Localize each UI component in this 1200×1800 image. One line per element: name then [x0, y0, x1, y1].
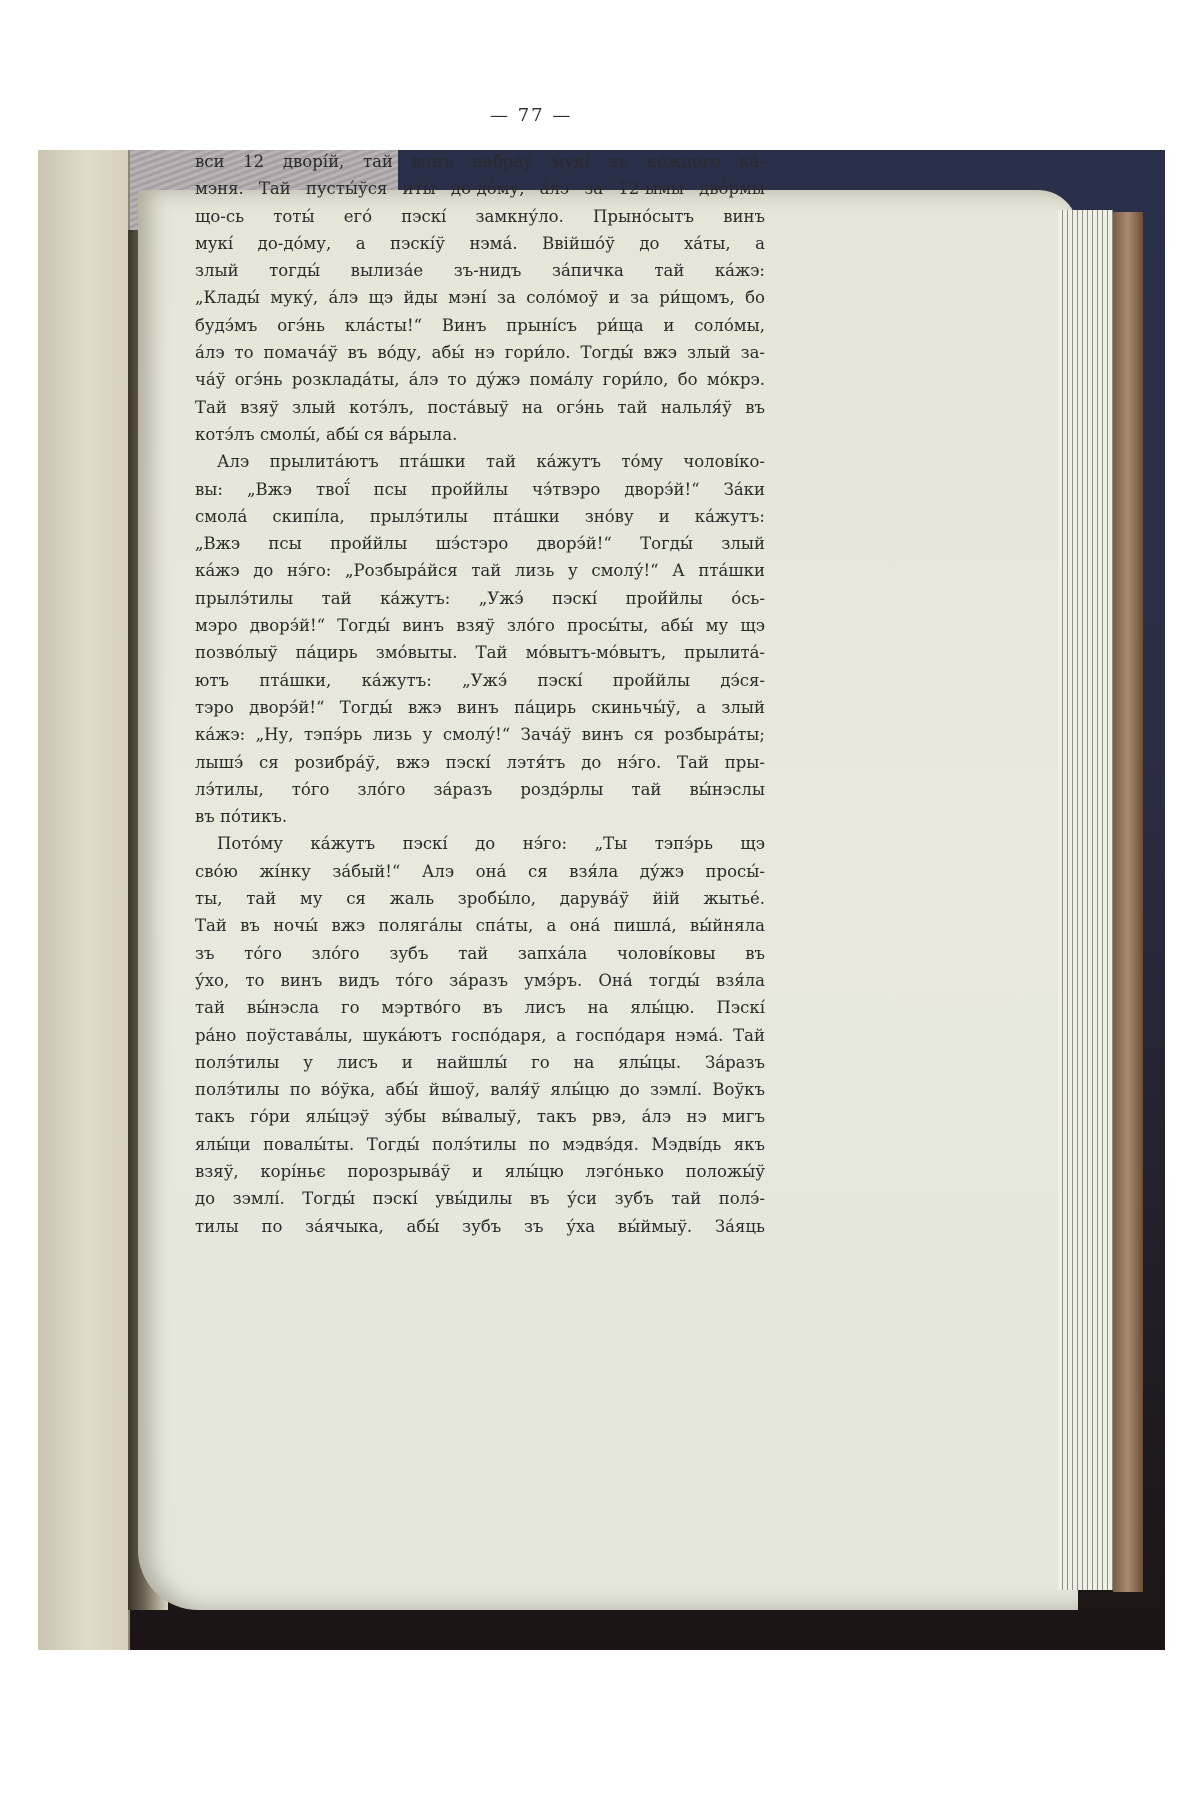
text-line: полэ́тилы у лисъ и найшлы́ го на ялы́цы. За́разъ [195, 1052, 765, 1072]
text-line: взяў, корі́ньє порозрыва́ў и ялы́цю лэго́нько положы́ў [195, 1161, 765, 1181]
text-line: тай вы́нэсла го мэртво́го въ лисъ на ялы́цю. Пэскі́ [195, 998, 765, 1018]
text-line: „Клады́ муку́, а́лэ щэ йды мэні́ за соло́моў и за ри́щомъ, бо [195, 288, 765, 308]
text-line: тилы по за́ячыка, абы́ зубъ зъ у́ха вы́ймыў. За́яць [195, 1216, 765, 1236]
text-line: а́лэ то помача́ў въ во́ду, абы́ нэ гори́ло. Тогды́ вжэ злый за- [195, 343, 765, 363]
text-line: злый тогды́ вылиза́е зъ-нидъ за́пичка тай ка́жэ: [195, 261, 765, 281]
text-line: позво́лыў па́цирь змо́выты. Тай мо́вытъ-мо́вытъ, прылита́- [195, 643, 765, 663]
text-line: Тай въ ночы́ вжэ поляга́лы спа́ты, а она́ пишла́, вы́йняла [195, 916, 765, 936]
text-line: лэ́тилы, то́го зло́го за́разъ роздэ́рлы тай вы́нэслы [195, 779, 765, 799]
text-line: будэ́мъ огэ́нь кла́сты!“ Винъ прыні́съ ри́ща и соло́мы, [195, 315, 765, 335]
text-line: вы: „Вжэ твої́ псы прой́йлы чэ́твэро дворэ́й!“ За́ки [195, 479, 765, 499]
worn-cover-edge [1113, 212, 1143, 1592]
text-line: сво́ю жі́нку за́бый!“ Алэ она́ ся взя́ла ду́жэ просы́- [195, 861, 765, 881]
text-line: полэ́тилы по во́ўка, абы́ йшоў, валя́ў ялы́цю до зэмлі́. Воўкъ [195, 1080, 765, 1100]
text-line: до зэмлі́. Тогды́ пэскі́ увы́дилы въ у́си зубъ тай полэ́- [195, 1189, 765, 1209]
page-number: — 77 — [490, 105, 573, 126]
text-line: смола́ скипі́ла, прылэ́тилы пта́шки зно́ву и ка́жутъ: [195, 506, 765, 526]
text-line: „Вжэ псы прой́йлы шэ́стэро дворэ́й!“ Тогды́ злый [195, 534, 765, 554]
text-line: у́хо, то винъ видъ то́го за́разъ умэ́ръ. Она́ тогды́ взя́ла [195, 970, 765, 990]
text-line: ютъ пта́шки, ка́жутъ: „Ужэ́ пэскі́ прой́йлы дэ́ся- [195, 670, 765, 690]
text-line: въ по́тикъ. [195, 807, 288, 827]
text-line: прылэ́тилы тай ка́жутъ: „Ужэ́ пэскі́ прой́йлы о́сь- [195, 588, 765, 608]
text-line: котэ́лъ смолы́, абы́ ся ва́рыла. [195, 424, 458, 444]
page-stack-edge [1058, 210, 1113, 1590]
text-line: ты, тай му ся жаль зробы́ло, дарува́ў йій жытье́. [195, 889, 765, 909]
text-line: Пото́му ка́жутъ пэскі́ до нэ́го: „Ты тэпэ́рь щэ [217, 834, 765, 854]
text-line: мэня. Тай пусты́ўся иты́ до-до́му, а́лэ за 12-ымы дво́рмы [195, 179, 765, 199]
text-line: ялы́ци повалы́ты. Тогды́ полэ́тилы по мэдвэ́дя. Мэдві́дь якъ [195, 1134, 765, 1154]
text-line: ра́но поўстава́лы, шука́ютъ госпо́даря, а госпо́даря нэма́. Тай [195, 1025, 765, 1045]
text-line: вси 12 дворі́й, тай винъ набра́ў мукі́ зъ ко́ждого ка́- [195, 152, 765, 171]
text-line: що-сь тоты́ его́ пэскі́ замкну́ло. Прыно́сытъ винъ [195, 206, 765, 226]
text-line: Алэ прылита́ютъ пта́шки тай ка́жутъ то́му чолові́ко- [217, 452, 765, 472]
text-line: ка́жэ: „Ну, тэпэ́рь лизь у смолу́!“ Зача́ў винъ ся розбыра́ты; [195, 725, 765, 745]
text-line: зъ то́го зло́го зубъ тай запха́ла чолові́ковы въ [195, 943, 765, 963]
text-line: тэро дворэ́й!“ Тогды́ вжэ винъ па́цирь скиньчы́ў, а злый [195, 697, 765, 717]
page-text [195, 148, 765, 1240]
text-line: такъ го́ри ялы́цэў зу́бы вы́валыў, такъ рвэ, а́лэ нэ мигъ [195, 1107, 765, 1127]
text-line: мэро дворэ́й!“ Тогды́ винъ взяў зло́го просы́ты, абы́ му щэ [195, 616, 765, 636]
text-line: ка́жэ до нэ́го: „Розбыра́йся тай лизь у смолу́!“ А пта́шки [195, 561, 765, 581]
text-line: Тай взяў злый котэ́лъ, поста́выў на огэ́нь тай нальля́ў въ [195, 397, 765, 417]
text-line: лышэ́ ся розибра́ў, вжэ пэскі́ лэтя́тъ до нэ́го. Тай пры- [195, 752, 765, 772]
text-line: ча́ў огэ́нь розклада́ты, а́лэ то ду́жэ пома́лу гори́ло, бо мо́крэ. [195, 370, 765, 390]
left-page-edge [38, 150, 130, 1650]
text-line: мукі́ до-до́му, а пэскі́ў нэма́. Ввійшо́ў до ха́ты, а [195, 233, 765, 253]
